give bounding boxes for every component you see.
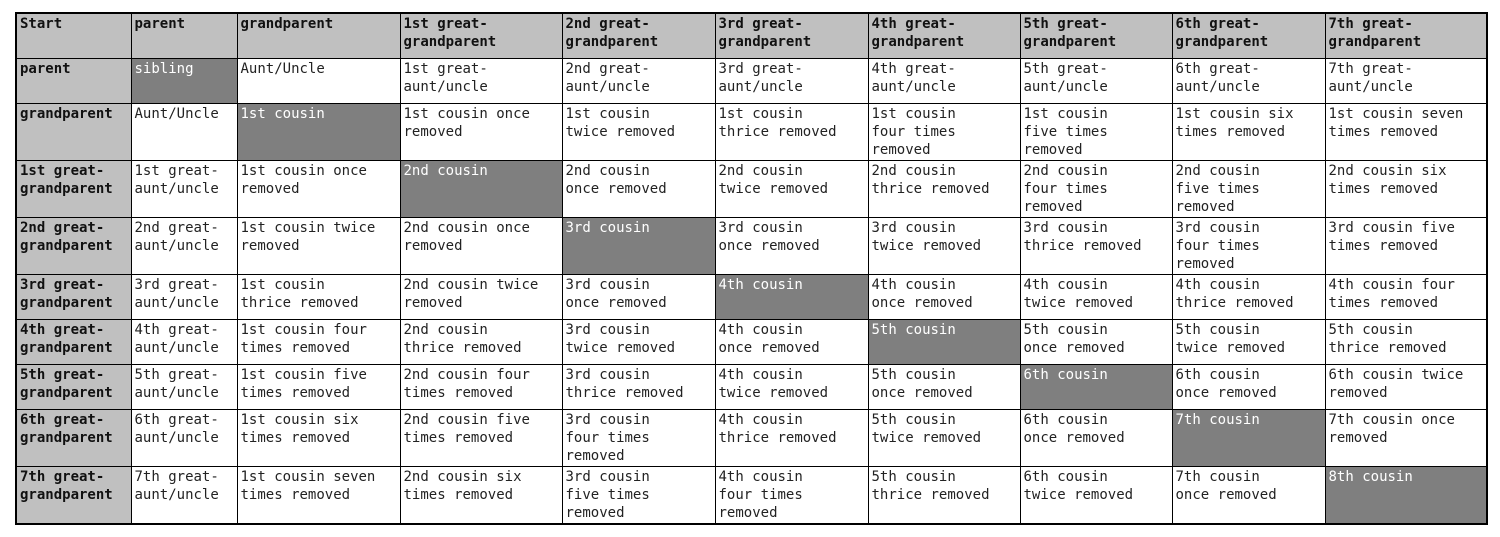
column-header: 3rd great- grandparent [715, 13, 868, 59]
relationship-cell: 7th great- aunt/uncle [1325, 59, 1487, 104]
relationship-cell: 6th cousin once removed [1020, 410, 1172, 467]
relationship-cell: 2nd cousin thrice removed [400, 320, 562, 365]
relationship-cell: 1st cousin once removed [400, 104, 562, 161]
relationship-cell: 4th cousin four times removed [1325, 275, 1487, 320]
row-header: parent [16, 59, 131, 104]
relationship-cell: 3rd cousin four times removed [1172, 218, 1325, 275]
row-header: 6th great- grandparent [16, 410, 131, 467]
relationship-cell: 6th cousin twice removed [1325, 365, 1487, 410]
diagonal-cell: sibling [131, 59, 237, 104]
relationship-cell: 2nd cousin twice removed [400, 275, 562, 320]
relationship-cell: 1st cousin seven times removed [237, 467, 400, 525]
table-row [16, 59, 1487, 104]
row-header: 3rd great- grandparent [16, 275, 131, 320]
row-header: 7th great- grandparent [16, 467, 131, 525]
relationship-cell: 1st cousin once removed [237, 161, 400, 218]
corner-header: Start [16, 13, 131, 59]
row-header: 1st great- grandparent [16, 161, 131, 218]
relationship-cell: 6th cousin once removed [1172, 365, 1325, 410]
table-row [16, 410, 1487, 467]
table-row [16, 275, 1487, 320]
relationship-cell: 5th cousin once removed [1020, 320, 1172, 365]
relationship-cell: 3rd cousin five times removed [1325, 218, 1487, 275]
relationship-cell: 1st cousin thrice removed [237, 275, 400, 320]
relationship-cell: 6th great- aunt/uncle [1172, 59, 1325, 104]
relationship-cell: 5th great- aunt/uncle [131, 365, 237, 410]
relationship-cell: 5th cousin twice removed [868, 410, 1020, 467]
diagonal-cell: 4th cousin [715, 275, 868, 320]
relationship-cell: 1st cousin thrice removed [715, 104, 868, 161]
relationship-cell: 5th great- aunt/uncle [1020, 59, 1172, 104]
relationship-cell: 2nd cousin four times removed [400, 365, 562, 410]
relationship-cell: 4th cousin thrice removed [715, 410, 868, 467]
kinship-table [15, 12, 1488, 525]
column-header: parent [131, 13, 237, 59]
relationship-cell: 4th cousin twice removed [1020, 275, 1172, 320]
diagonal-cell: 7th cousin [1172, 410, 1325, 467]
relationship-cell: 2nd cousin five times removed [1172, 161, 1325, 218]
diagonal-cell: 1st cousin [237, 104, 400, 161]
row-header: 4th great- grandparent [16, 320, 131, 365]
relationship-cell: 4th great- aunt/uncle [131, 320, 237, 365]
relationship-cell: 6th cousin twice removed [1020, 467, 1172, 525]
diagonal-cell: 8th cousin [1325, 467, 1487, 525]
relationship-cell: 1st cousin six times removed [237, 410, 400, 467]
relationship-cell: 4th cousin once removed [868, 275, 1020, 320]
relationship-cell: 3rd cousin twice removed [868, 218, 1020, 275]
relationship-cell: 1st cousin seven times removed [1325, 104, 1487, 161]
relationship-cell: 6th great- aunt/uncle [131, 410, 237, 467]
relationship-cell: 3rd great- aunt/uncle [715, 59, 868, 104]
diagonal-cell: 6th cousin [1020, 365, 1172, 410]
relationship-cell: 2nd cousin once removed [562, 161, 715, 218]
relationship-cell: 1st cousin five times removed [1020, 104, 1172, 161]
relationship-cell: 3rd cousin once removed [562, 275, 715, 320]
header-row [16, 13, 1487, 59]
column-header: 7th great- grandparent [1325, 13, 1487, 59]
relationship-cell: 1st cousin twice removed [562, 104, 715, 161]
table-row [16, 320, 1487, 365]
relationship-cell: 2nd great- aunt/uncle [562, 59, 715, 104]
relationship-cell: 3rd cousin four times removed [562, 410, 715, 467]
table-body [16, 59, 1487, 525]
column-header: 6th great- grandparent [1172, 13, 1325, 59]
relationship-cell: 1st great- aunt/uncle [131, 161, 237, 218]
relationship-cell: 7th cousin once removed [1172, 467, 1325, 525]
column-header: 5th great- grandparent [1020, 13, 1172, 59]
relationship-cell: 2nd cousin once removed [400, 218, 562, 275]
relationship-cell: 1st cousin four times removed [868, 104, 1020, 161]
table-row [16, 104, 1487, 161]
relationship-cell: 5th cousin thrice removed [1325, 320, 1487, 365]
relationship-cell: 2nd cousin four times removed [1020, 161, 1172, 218]
relationship-cell: 1st cousin four times removed [237, 320, 400, 365]
relationship-cell: 2nd cousin six times removed [400, 467, 562, 525]
column-header: grandparent [237, 13, 400, 59]
row-header: 5th great- grandparent [16, 365, 131, 410]
relationship-cell: 3rd cousin thrice removed [562, 365, 715, 410]
relationship-cell: 1st great- aunt/uncle [400, 59, 562, 104]
relationship-cell: 4th cousin four times removed [715, 467, 868, 525]
relationship-cell: 3rd cousin thrice removed [1020, 218, 1172, 275]
column-header: 4th great- grandparent [868, 13, 1020, 59]
table-row [16, 161, 1487, 218]
diagonal-cell: 2nd cousin [400, 161, 562, 218]
relationship-cell: 3rd cousin once removed [715, 218, 868, 275]
relationship-cell: 2nd cousin six times removed [1325, 161, 1487, 218]
relationship-cell: Aunt/Uncle [237, 59, 400, 104]
relationship-cell: 5th cousin once removed [868, 365, 1020, 410]
relationship-cell: Aunt/Uncle [131, 104, 237, 161]
relationship-cell: 2nd cousin twice removed [715, 161, 868, 218]
relationship-cell: 3rd cousin twice removed [562, 320, 715, 365]
relationship-cell: 2nd cousin thrice removed [868, 161, 1020, 218]
relationship-cell: 1st cousin twice removed [237, 218, 400, 275]
relationship-cell: 3rd cousin five times removed [562, 467, 715, 525]
relationship-cell: 4th cousin twice removed [715, 365, 868, 410]
row-header: grandparent [16, 104, 131, 161]
relationship-cell: 3rd great- aunt/uncle [131, 275, 237, 320]
relationship-cell: 4th cousin once removed [715, 320, 868, 365]
table-row [16, 218, 1487, 275]
relationship-cell: 7th cousin once removed [1325, 410, 1487, 467]
relationship-cell: 5th cousin thrice removed [868, 467, 1020, 525]
relationship-cell: 5th cousin twice removed [1172, 320, 1325, 365]
relationship-cell: 4th great- aunt/uncle [868, 59, 1020, 104]
row-header: 2nd great- grandparent [16, 218, 131, 275]
column-header: 1st great- grandparent [400, 13, 562, 59]
relationship-cell: 2nd cousin five times removed [400, 410, 562, 467]
relationship-cell: 7th great- aunt/uncle [131, 467, 237, 525]
relationship-cell: 1st cousin six times removed [1172, 104, 1325, 161]
table-row [16, 365, 1487, 410]
relationship-cell: 2nd great- aunt/uncle [131, 218, 237, 275]
table-row [16, 467, 1487, 525]
relationship-cell: 1st cousin five times removed [237, 365, 400, 410]
column-header: 2nd great- grandparent [562, 13, 715, 59]
diagonal-cell: 3rd cousin [562, 218, 715, 275]
relationship-cell: 4th cousin thrice removed [1172, 275, 1325, 320]
diagonal-cell: 5th cousin [868, 320, 1020, 365]
